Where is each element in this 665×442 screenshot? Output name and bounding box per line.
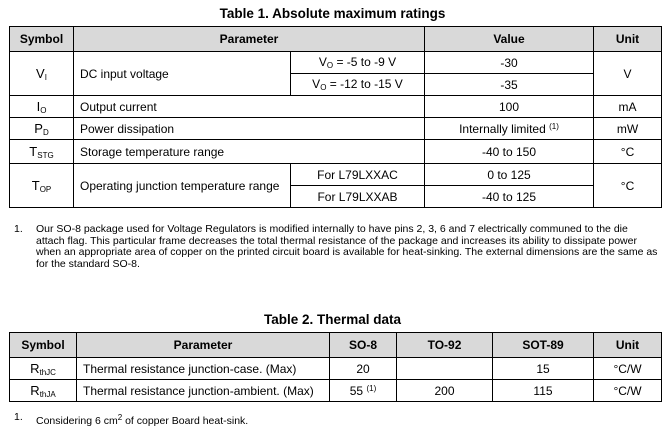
cond-vo-5-9: $V_O = -5$ to -9 V: [291, 52, 425, 74]
header-parameter: Parameter: [77, 333, 330, 358]
table-row: [10, 164, 662, 186]
header-parameter: Parameter: [74, 27, 425, 52]
table-row: [10, 380, 662, 402]
param-storage-temp: Storage temperature range: [74, 140, 425, 164]
header-value: Value: [425, 27, 594, 52]
cond-l79lxxac: For L79LXXAC: [291, 164, 425, 186]
value-rthja-sot89: 115: [493, 380, 594, 402]
table-row: [10, 96, 662, 118]
unit-pd: mW: [594, 118, 662, 140]
value-vi-1: -30: [425, 52, 594, 74]
header-sot89: SOT-89: [493, 333, 594, 358]
param-operating-temp: Operating junction temperature range: [74, 164, 291, 208]
value-tstg: -40 to 150: [425, 140, 594, 164]
table-row: [10, 140, 662, 164]
value-vi-2: -35: [425, 74, 594, 96]
symbol-pd: $P_D$: [10, 118, 74, 140]
header-symbol: Symbol: [10, 27, 74, 52]
cond-vo-12-15: $V_O = -12$ to -15 V: [291, 74, 425, 96]
thermal-data-table: [9, 332, 662, 402]
table2-title: Table 2. Thermal data: [263, 312, 402, 327]
table2-footnote: 1. Considering 6 $cm^2$ of copper Board heat-sink.: [14, 411, 249, 427]
table1-footnote: 1. Our SO-8 package used for Voltage Regulators is modified internally to have pins 2, 3, 6 and 7 electrically communed to the die attach flag. This particular frame decreases the total thermal resistance of the package and increases its ability to dissipate power when an appropriate area of copper on the printed circuit board is available for heat-sinking. The external dimensions are the same as for the standard SO-8.: [14, 223, 658, 270]
value-rthja-to92: 200: [397, 380, 493, 402]
symbol-rthja: $R_{thJA}$: [10, 380, 77, 402]
value-pd: Internally limited $^{(1)}$: [425, 118, 594, 140]
param-rthja: Thermal resistance junction-ambient. (Max): [77, 380, 330, 402]
unit-io: mA: [594, 96, 662, 118]
param-power-dissipation: Power dissipation: [74, 118, 425, 140]
header-unit: Unit: [594, 27, 662, 52]
value-io: 100: [425, 96, 594, 118]
value-rthjc-to92: [397, 358, 493, 380]
param-dc-input-voltage: DC input voltage: [74, 52, 291, 96]
header-unit: Unit: [594, 333, 662, 358]
param-output-current: Output current: [74, 96, 425, 118]
unit-vi: V: [594, 52, 662, 96]
symbol-vi: $V_I$: [10, 52, 74, 96]
header-symbol: Symbol: [10, 333, 77, 358]
value-rthjc-so8: 20: [330, 358, 397, 380]
value-rthja-so8: 55 $^{(1)}$: [330, 380, 397, 402]
symbol-rthjc: $R_{thJC}$: [10, 358, 77, 380]
symbol-top: $T_{OP}$: [10, 164, 74, 208]
unit-top: °C: [594, 164, 662, 208]
symbol-io: $I_O$: [10, 96, 74, 118]
unit-rthja: °C/W: [594, 380, 662, 402]
unit-rthjc: °C/W: [594, 358, 662, 380]
header-so8: SO-8: [330, 333, 397, 358]
symbol-tstg: $T_{STG}$: [10, 140, 74, 164]
table1-title: Table 1. Absolute maximum ratings: [219, 6, 446, 21]
table-row: [10, 118, 662, 140]
param-rthjc: Thermal resistance junction-case. (Max): [77, 358, 330, 380]
value-rthjc-sot89: 15: [493, 358, 594, 380]
cond-l79lxxab: For L79LXXAB: [291, 186, 425, 208]
unit-tstg: °C: [594, 140, 662, 164]
value-top-2: -40 to 125: [425, 186, 594, 208]
value-top-1: 0 to 125: [425, 164, 594, 186]
table-row: [10, 52, 662, 74]
table-row: [10, 358, 662, 380]
header-to92: TO-92: [397, 333, 493, 358]
absolute-max-ratings-table: [9, 26, 662, 208]
